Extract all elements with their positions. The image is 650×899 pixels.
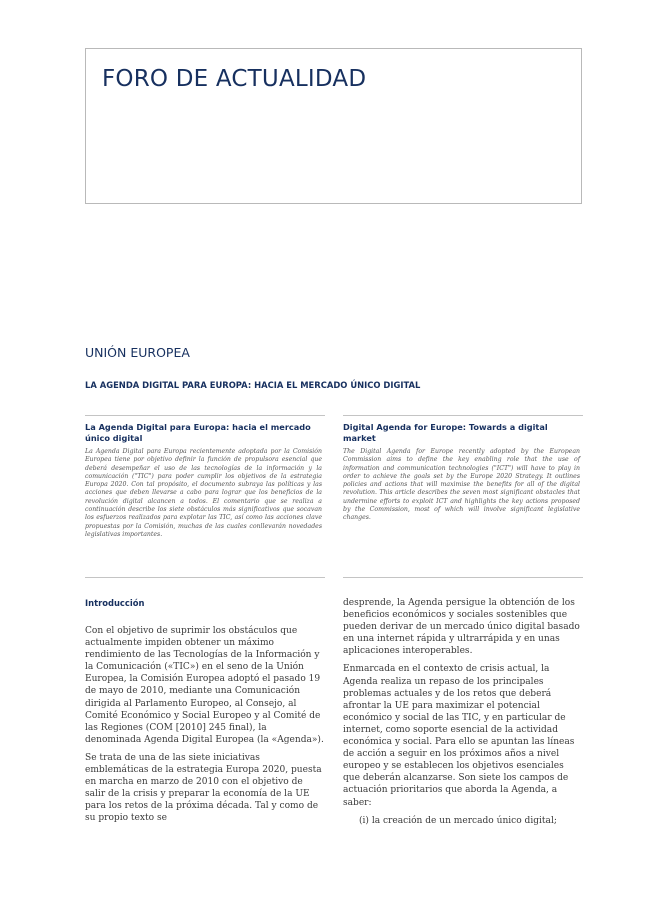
header-box: [85, 48, 582, 204]
divider-bottom-left: [85, 577, 325, 578]
body-column-right: [343, 597, 583, 833]
abstract-english-text: The Digital Agenda for Europe recently adopted by the European Commission aims to define the key enabling role that the use of information and communication technologies ("ICT") will have to play in order to achieve the goals set by the Europe 2020 Strategy. It outlines policies and actions that will maximise the benefits for all of the digital revolution. This article describes the seven most significant obstacles that undermine efforts to exploit ICT and highlights the key actions proposed by the Commission, most of which will involve significant legislative changes.: [343, 448, 580, 522]
abstract-english-title: Digital Agenda for Europe: Towards a digital market: [343, 422, 548, 443]
body-column-left: [85, 625, 325, 831]
abstract-spanish-text: La Agenda Digital para Europa recientemente adoptada por la Comisión Europea tiene por objetivo definir la función de propulsora esencial que deberá desempeñar el uso de las tecnologías de la información y la comunicación ("TIC") para poder cumplir los objetivos de la estrategia Europa 2020. Con tal propósito, el documento subraya las políticas y las acciones que deben llevarse a cabo para lograr que los beneficios de la revolución digital alcancen a todos. El comentario que se realiza a continuación describe los siete obstáculos más significativos que socavan los esfuerzos realizados para explotar las TIC, así como las acciones clave propuestas por la Comisión, muchas de las cuales conllevarán novedades legislativas importantes.: [85, 448, 322, 538]
body-paragraph: Enmarcada en el contexto de crisis actual, la Agenda realiza un repaso de los principales problemas actuales y de los retos que deberá afrontar la UE para maximizar el potencial económico y social de las TIC, y en particular de internet, como soporte esencial de la actividad económica y social. Para ello se apuntan las líneas de acción a seguir en los próximos años a nivel europeo y se establecen los objetivos esenciales que deberán alcanzarse. Son siete los campos de actuación prioritarios que aborda la Agenda, a saber:: [343, 664, 575, 808]
abstract-english: [343, 422, 580, 523]
list-item: (i) la creación de un mercado único digital;: [359, 815, 557, 826]
divider-top-left: [85, 415, 325, 416]
body-paragraph: Con el objetivo de suprimir los obstáculos que actualmente impiden obtener un máximo rendimiento de las Tecnologías de la Información y la Comunicación («TIC») en el seno de la Unión Europea, la Comisión Europea adoptó el pasado 19 de mayo de 2010, mediante una Comunicación dirigida al Parlamento Europeo, al Consejo, al Comité Económico y Social Europeo y al Comité de las Regiones (COM [2010] 245 final), la denominada Agenda Digital Europea (la «Agenda»).: [85, 626, 324, 745]
abstract-spanish-title: La Agenda Digital para Europa: hacia el mercado único digital: [85, 422, 311, 443]
abstract-spanish: [85, 422, 322, 539]
section-title: UNIÓN EUROPEA: [85, 345, 190, 360]
page-title: FORO DE ACTUALIDAD: [102, 66, 367, 92]
body-paragraph: Se trata de una de las siete iniciativas emblemáticas de la estrategia Europa 2020, puesta en marcha en marzo de 2010 con el objetivo de salir de la crisis y preparar la economía de la UE para los retos de la próxima década. Tal y como de su propio texto se: [85, 752, 322, 824]
divider-bottom-right: [343, 577, 583, 578]
intro-heading: Introducción: [85, 598, 145, 608]
body-paragraph: desprende, la Agenda persigue la obtención de los beneficios económicos y sociales sostenibles que pueden derivar de un mercado único digital basado en una internet rápida y ultrarrápida y en unas aplicaciones interoperables.: [343, 598, 580, 657]
divider-top-right: [343, 415, 583, 416]
article-subtitle: LA AGENDA DIGITAL PARA EUROPA: HACIA EL MERCADO ÚNICO DIGITAL: [85, 380, 421, 390]
